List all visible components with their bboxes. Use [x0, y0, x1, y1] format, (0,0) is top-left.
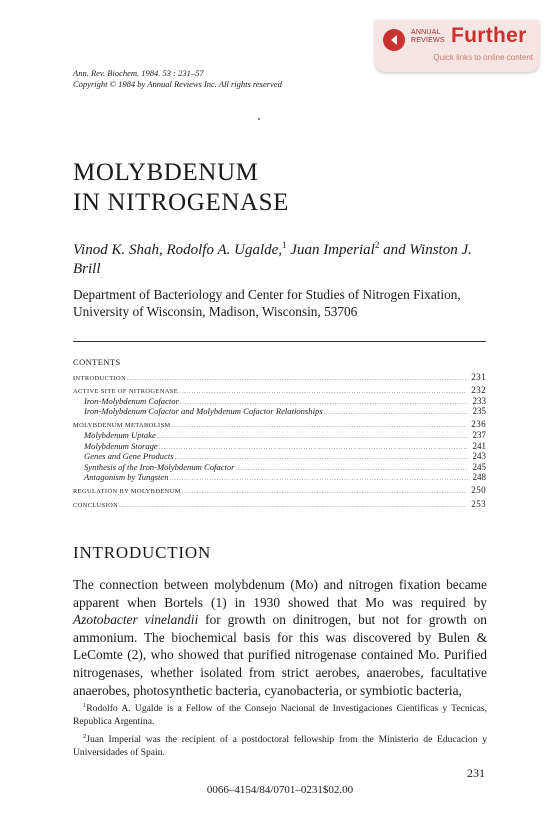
toc-leader [170, 474, 468, 485]
table-of-contents [73, 372, 486, 509]
toc-page: 245 [472, 461, 486, 472]
toc-label: CONCLUSION [73, 501, 119, 509]
footnote-ref-1[interactable]: 1 [282, 240, 287, 250]
page-number: 231 [467, 766, 485, 780]
affiliation: Department of Bacteriology and Center for Studies of Nitrogen Fixation, University of Wisconsin, Madison, Wisconsin, 53706 [73, 287, 461, 319]
toc-entry-introduction[interactable] [73, 372, 486, 383]
contents-heading: CONTENTS [73, 357, 121, 367]
toc-page: 243 [472, 451, 486, 462]
author-1: Vinod K. Shah, Rodolfo A. Ugalde, [73, 242, 283, 258]
toc-entry-synthesis[interactable] [73, 462, 486, 473]
toc-page: 231 [471, 372, 486, 382]
toc-leader [119, 501, 467, 512]
toc-page: 250 [471, 485, 486, 496]
toc-entry-active-site[interactable] [73, 385, 486, 396]
further-subtitle: Quick links to online content [433, 53, 533, 62]
toc-entry-conclusion[interactable] [73, 499, 486, 510]
further-title: Further [451, 24, 527, 47]
toc-label: Synthesis of the Iron-Molybdenum Cofactor [84, 461, 235, 472]
publisher-logo-text [411, 29, 445, 44]
footnote-text: Rodolfo A. Ugalde is a Fellow of the Consejo Nacional de Investigaciones Cientificas y Tecnicas, Republica Argentina. [73, 703, 487, 728]
footnote-ref-2[interactable]: 2 [374, 240, 380, 250]
title-line1: MOLYBDENUM [73, 159, 259, 186]
toc-entry-uptake[interactable] [73, 430, 486, 441]
toc-leader [127, 374, 467, 385]
author-3: and Winston J. Brill [73, 242, 472, 277]
author-2: Juan Imperial [286, 242, 375, 258]
toc-page: 241 [472, 440, 486, 451]
toc-page: 253 [471, 498, 486, 509]
toc-label: REGULATION BY MOLYBDENUM [73, 488, 181, 496]
authors [73, 236, 493, 279]
footnote-text: Juan Imperial was the recipient of a postdoctoral fellowship from the Ministerio de Educacion y Universidades of Spain. [73, 734, 487, 759]
toc-page: 236 [471, 419, 486, 430]
toc-leader [182, 487, 468, 498]
toc-page: 248 [472, 472, 486, 483]
paragraph-text: for growth on dinitrogen, but not for growth on ammonium. The biochemical basis for this was discovered by Bulen & LeComte (2), who showed that purified nitrogenase contained Mo. Purified nitrogenases, whether isolated from strict aerobes, anaerobes, facultative anaerobes, photosynthetic bacteria, cyanobacteria, or symbiotic bacteria, [73, 612, 487, 698]
toc-label: Genes and Gene Products [84, 451, 174, 462]
toc-entry-tungsten[interactable] [73, 472, 486, 483]
toc-label: INTRODUCTION [73, 375, 127, 382]
further-banner[interactable] [375, 20, 539, 72]
species-name: Azotobacter vinelandii [73, 612, 199, 628]
footnotes [73, 699, 487, 761]
speck [258, 118, 260, 120]
body-paragraph [73, 576, 487, 699]
footnote-mark: 1 [83, 702, 87, 709]
footnote-2 [73, 730, 487, 759]
price-code: 0066–4154/84/0701–0231$02.00 [206, 784, 354, 796]
journal-citation [73, 68, 282, 90]
toc-label: Molybdenum Storage [84, 440, 158, 451]
paragraph-text: The connection between molybdenum (Mo) and nitrogen fixation became apparent when Bortels (1) in 1930 showed that Mo was required by [73, 577, 487, 610]
citation-line: Ann. Rev. Biochem. 1984. 53 : 231–57 [73, 68, 204, 78]
toc-entry-metabolism[interactable] [73, 419, 486, 430]
copyright-line: Copyright © 1984 by Annual Reviews Inc. All rights reserved [73, 79, 282, 89]
toc-label: Iron-Molybdenum Cofactor [84, 395, 179, 406]
footnote-1 [73, 699, 487, 728]
title-line2: IN NITROGENASE [73, 189, 290, 216]
toc-page: 233 [472, 395, 486, 406]
toc-page: 232 [471, 385, 486, 396]
toc-label: Antagonism by Tungsten [84, 472, 169, 483]
publisher-line2: REVIEWS [411, 36, 445, 44]
footnote-mark: 2 [83, 733, 87, 741]
toc-label: ACTIVE SITE OF NITROGENASE [73, 388, 179, 396]
toc-entry-storage[interactable] [73, 441, 486, 452]
section-heading: INTRODUCTION [73, 543, 212, 562]
toc-entry-genes[interactable] [73, 451, 486, 462]
toc-page: 237 [472, 429, 486, 440]
toc-label: Molybdenum Uptake [84, 429, 156, 440]
play-icon [383, 29, 405, 51]
toc-label: Iron-Molybdenum Cofactor and Molybdenum Cofactor Relationships [84, 406, 323, 417]
toc-label: MOLYBDENUM METABOLISM [73, 422, 171, 430]
toc-entry-cofactor-relationships[interactable] [73, 406, 486, 417]
publisher-line1: ANNUAL [411, 29, 441, 36]
divider [73, 341, 486, 342]
toc-entry-femo-cofactor[interactable] [73, 396, 486, 407]
toc-entry-regulation[interactable] [73, 485, 486, 496]
article-title [73, 158, 289, 218]
toc-page: 235 [472, 406, 486, 417]
toc-leader [324, 408, 468, 419]
